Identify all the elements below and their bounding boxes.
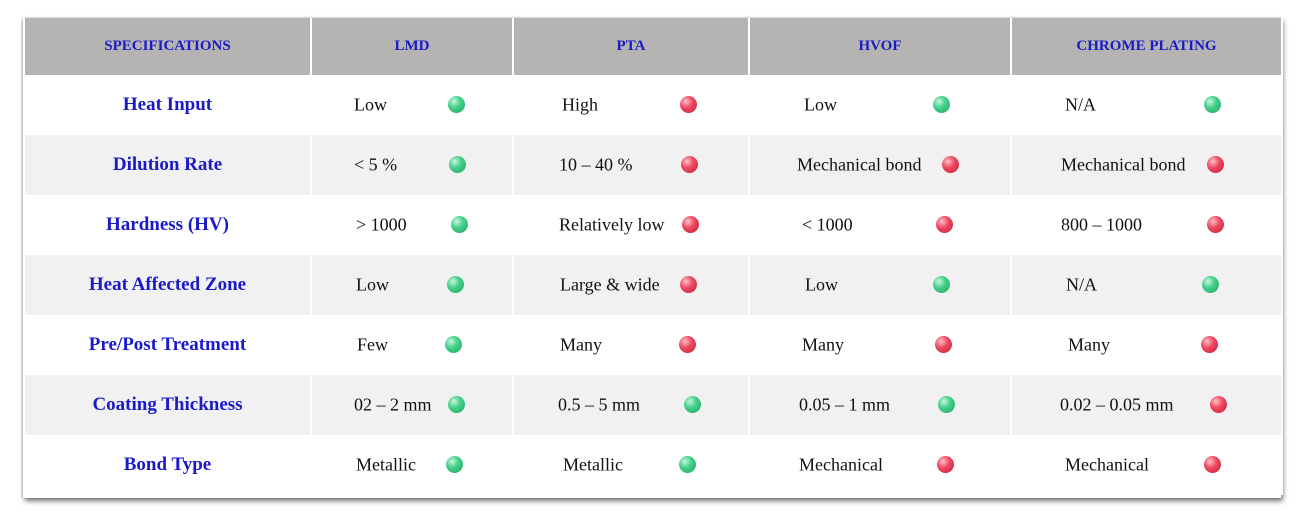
red-status-dot-icon [1210, 396, 1227, 413]
table-row [24, 135, 1282, 195]
header-pta: PTA [513, 18, 749, 75]
cell-value: Mechanical [799, 454, 883, 475]
cell-value: Few [357, 334, 388, 355]
red-status-dot-icon [679, 336, 696, 353]
green-status-dot-icon [933, 276, 950, 293]
cell-chrome-plating [1011, 435, 1282, 495]
cell-value: > 1000 [356, 214, 407, 235]
cell-value: High [562, 94, 598, 115]
cell-value: 10 – 40 % [559, 154, 633, 175]
cell-value: Mechanical [1065, 454, 1149, 475]
table-row [24, 375, 1282, 435]
cell-chrome-plating [1011, 315, 1282, 375]
cell-value: Low [804, 94, 837, 115]
red-status-dot-icon [1207, 216, 1224, 233]
spec-label: Pre/Post Treatment [24, 315, 311, 375]
cell-pta [513, 75, 749, 135]
spec-label: Bond Type [24, 435, 311, 495]
cell-value: < 1000 [802, 214, 853, 235]
cell-pta [513, 255, 749, 315]
cell-lmd [311, 255, 513, 315]
cell-chrome-plating [1011, 195, 1282, 255]
cell-hvof [749, 195, 1011, 255]
cell-value: Metallic [356, 454, 416, 475]
cell-hvof [749, 315, 1011, 375]
red-status-dot-icon [680, 96, 697, 113]
cell-value: Many [560, 334, 602, 355]
cell-value: Many [802, 334, 844, 355]
cell-pta [513, 315, 749, 375]
green-status-dot-icon [448, 396, 465, 413]
cell-value: 02 – 2 mm [354, 394, 432, 415]
table-row [24, 195, 1282, 255]
cell-hvof [749, 135, 1011, 195]
spec-label: Heat Affected Zone [24, 255, 311, 315]
cell-value: Relatively low [559, 214, 665, 235]
cell-value: Low [356, 274, 389, 295]
cell-lmd [311, 435, 513, 495]
header-specifications: SPECIFICATIONS [24, 18, 311, 75]
green-status-dot-icon [448, 96, 465, 113]
cell-value: 0.02 – 0.05 mm [1060, 394, 1174, 415]
cell-value: Low [805, 274, 838, 295]
red-status-dot-icon [1207, 156, 1224, 173]
cell-pta [513, 435, 749, 495]
red-status-dot-icon [1204, 456, 1221, 473]
green-status-dot-icon [938, 396, 955, 413]
cell-chrome-plating [1011, 255, 1282, 315]
green-status-dot-icon [1204, 96, 1221, 113]
header-hvof: HVOF [749, 18, 1011, 75]
cell-pta [513, 375, 749, 435]
cell-value: 800 – 1000 [1061, 214, 1142, 235]
red-status-dot-icon [942, 156, 959, 173]
cell-pta [513, 195, 749, 255]
cell-lmd [311, 135, 513, 195]
green-status-dot-icon [451, 216, 468, 233]
green-status-dot-icon [445, 336, 462, 353]
green-status-dot-icon [679, 456, 696, 473]
cell-chrome-plating [1011, 75, 1282, 135]
red-status-dot-icon [681, 156, 698, 173]
green-status-dot-icon [446, 456, 463, 473]
cell-lmd [311, 315, 513, 375]
red-status-dot-icon [937, 456, 954, 473]
table-row [24, 435, 1282, 495]
spec-label: Heat Input [24, 75, 311, 135]
cell-value: Mechanical bond [797, 154, 922, 175]
cell-value: Large & wide [560, 274, 660, 295]
cell-value: 0.05 – 1 mm [799, 394, 891, 415]
cell-value: N/A [1066, 274, 1097, 295]
red-status-dot-icon [682, 216, 699, 233]
cell-pta [513, 135, 749, 195]
table-row [24, 315, 1282, 375]
cell-chrome-plating [1011, 375, 1282, 435]
spec-label: Hardness (HV) [24, 195, 311, 255]
cell-hvof [749, 375, 1011, 435]
green-status-dot-icon [449, 156, 466, 173]
red-status-dot-icon [1201, 336, 1218, 353]
red-status-dot-icon [935, 336, 952, 353]
cell-value: Mechanical bond [1061, 154, 1186, 175]
green-status-dot-icon [1202, 276, 1219, 293]
green-status-dot-icon [447, 276, 464, 293]
green-status-dot-icon [684, 396, 701, 413]
spec-label: Coating Thickness [24, 375, 311, 435]
cell-value: < 5 % [354, 154, 398, 175]
cell-lmd [311, 195, 513, 255]
cell-value: 0.5 – 5 mm [558, 394, 641, 415]
header-row [24, 18, 1282, 75]
cell-hvof [749, 75, 1011, 135]
cell-lmd [311, 75, 513, 135]
green-status-dot-icon [933, 96, 950, 113]
comparison-table [23, 18, 1283, 495]
header-lmd: LMD [311, 18, 513, 75]
cell-hvof [749, 255, 1011, 315]
table-row [24, 255, 1282, 315]
table-row [24, 75, 1282, 135]
header-chrome-plating: CHROME PLATING [1011, 18, 1282, 75]
cell-value: Low [354, 94, 387, 115]
cell-value: N/A [1065, 94, 1096, 115]
cell-lmd [311, 375, 513, 435]
cell-hvof [749, 435, 1011, 495]
cell-value: Metallic [563, 454, 623, 475]
cell-chrome-plating [1011, 135, 1282, 195]
comparison-table-card [23, 18, 1281, 498]
red-status-dot-icon [680, 276, 697, 293]
cell-value: Many [1068, 334, 1110, 355]
red-status-dot-icon [936, 216, 953, 233]
spec-label: Dilution Rate [24, 135, 311, 195]
